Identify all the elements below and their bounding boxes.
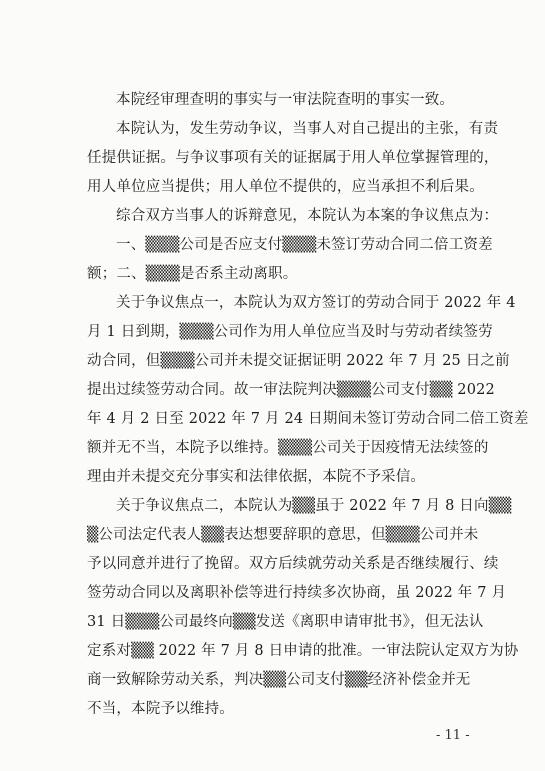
page-number: - 11 -	[436, 728, 470, 743]
judgment-body	[87, 86, 529, 724]
text-line: 关于争议焦点二，本院认为▒▒虽于 2022 年 7 月 8 日向▒▒	[116, 498, 512, 514]
text-line: 年 4 月 2 日至 2022 年 7 月 24 日期间未签订劳动合同二倍工资差	[87, 411, 529, 427]
text-line: 额并无不当，本院予以维持。▒▒▒公司关于因疫情无法续签的	[87, 440, 489, 456]
text-line: ▒公司法定代表人▒▒表达想要辞职的意思，但▒▒▒公司并未	[87, 527, 479, 543]
text-line: 商一致解除劳动关系，判决▒▒公司支付▒▒经济补偿金并无	[87, 672, 471, 688]
text-line: 理由并未提交充分事实和法律依据，本院不予采信。	[87, 469, 426, 485]
text-line: 本院经审理查明的事实与一审法院查明的事实一致。	[116, 92, 455, 108]
text-line: 用人单位应当提供；用人单位不提供的，应当承担不利后果。	[87, 179, 484, 195]
text-line: 予以同意并进行了挽留。双方后续就劳动关系是否继续履行、续	[87, 556, 499, 572]
text-line: 签劳动合同以及离职补偿等进行持续多次协商，虽 2022 年 7 月	[87, 585, 507, 601]
text-line: 31 日▒▒▒公司最终向▒▒发送《离职申请审批书》，但无法认	[87, 614, 484, 630]
text-line: 月 1 日到期，▒▒▒公司作为用人单位应当及时与劳动者续签劳	[87, 324, 493, 340]
text-line: 动合同，但▒▒▒公司并未提交证据证明 2022 年 7 月 25 日之前	[87, 353, 510, 369]
text-line: 任提供证据。与争议事项有关的证据属于用人单位掌握管理的，	[87, 150, 499, 166]
text-line: 不当，本院予以维持。	[87, 701, 234, 717]
text-line: 本院认为，发生劳动争议，当事人对自己提出的主张，有责	[116, 121, 499, 137]
text-line: 关于争议焦点一，本院认为双方签订的劳动合同于 2022 年 4	[116, 295, 516, 311]
text-line: 额；二、▒▒▒是否系主动离职。	[87, 266, 298, 282]
text-line: 综合双方当事人的诉辩意见，本院认为本案的争议焦点为：	[116, 208, 499, 224]
text-line: 定系对▒▒ 2022 年 7 月 8 日申请的批准。一审法院认定双方为协	[87, 643, 519, 659]
text-line: 一、▒▒▒公司是否应支付▒▒▒未签订劳动合同二倍工资差	[116, 237, 493, 253]
text-line: 提出过续签劳动合同。故一审法院判决▒▒▒公司支付▒▒ 2022	[87, 382, 495, 398]
